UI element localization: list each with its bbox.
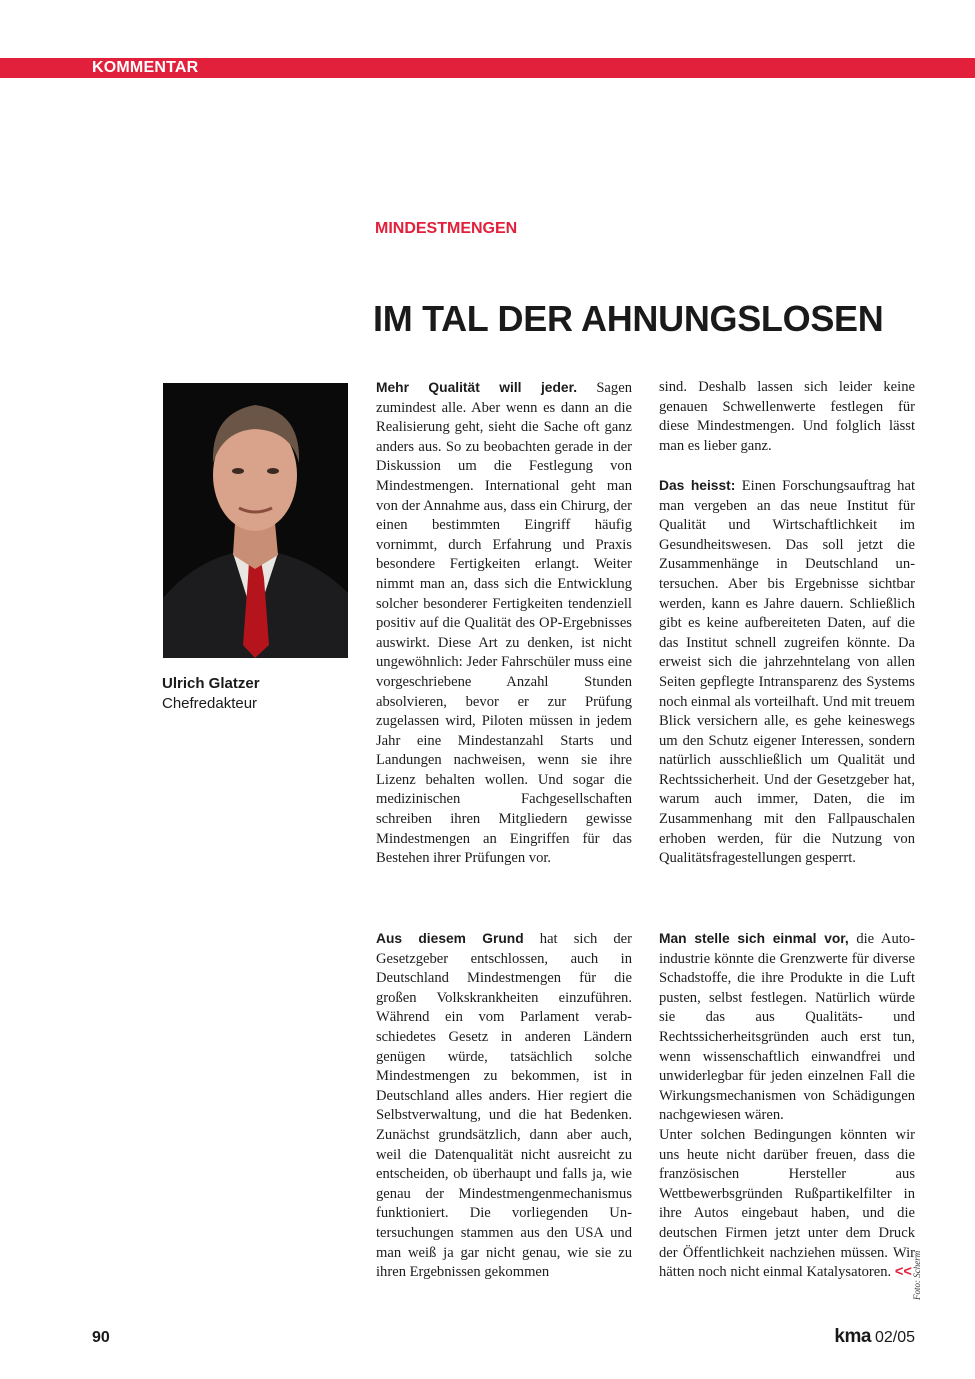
paragraph <box>376 929 632 1283</box>
author-role: Chefredakteur <box>162 695 258 712</box>
paragraph-text: Sagen zumindest alle. Aber wenn es dann an die Realisierung geht, sieht die Sache oft ganz anders aus. So zu beobachten gerade in der Diskussion um die Festlegung von Mindestmengen. International geht man von der Annahme aus, dass ein Chirurg, der einen bestimmten Eingriff häufig vornimmt, durch Erfahrung und Praxis besondere Fertigkeiten erlangt. Weiter nimmt man an, dass sich die Entwicklung solcher besonderer Fertigkeiten tendenziell positiv auf die Qualität des OP-Ergebnisses auswirkt. Diese Art zu denken, ist nicht ungewöhnlich: Jeder Fahrschüler muss eine vorgeschriebene Anzahl Stunden absolvieren, bevor er zur Prüfung zugelassen wird, Piloten müssen in jedem Jahr eine Mindestanzahl Starts und Landungen nachweisen, wenn sie ihre Lizenz behalten wollen. Und sogar die medizinischen Fachgesellschaften schreiben ihren Mitgliedern gewisse Mindestmengen an Eingriffen für das Bestehen ihrer Prüfungen vor. <box>376 380 632 867</box>
section-label: KOMMENTAR <box>92 59 199 76</box>
page-number: 90 <box>92 1329 110 1346</box>
article-kicker: MINDESTMENGEN <box>375 220 518 237</box>
paragraph-lead: Das heisst: <box>659 477 736 493</box>
footer-issue <box>834 1326 915 1348</box>
paragraph-text: Einen Forschungsauftrag hat man vergeben an das neue Institut für Qualität und Wirtschaftlichkeit im Gesundheitswesen. Das soll jetzt die Zusammenhänge in Deutschland untersuchen. Aber bis Ergebnisse sichtbar werden, kann es Jahre dauern. Schließlich gibt es keine aufbereiteten Daten, auf die das Institut schnell zugreifen könnte. Da erweist sich die jahrzehntelang von allen Seiten gepflegte Intransparenz des Systems noch einmal als vorteilhaft. Und mit treuem Blick versichern alle, es gehe keineswegs um den Schutz eigener Interessen, sondern natürlich ausschließlich um Qualität und Rechtssicherheit. Und der Gesetzgeber hat, warum auch immer, Daten, die im Zusammenhang mit den Fallpauschalen erhoben werden, für die Nutzung von Qualitätsfragestellungen gesperrt. <box>659 477 915 867</box>
section-bar <box>0 58 975 78</box>
author-portrait-image <box>163 383 348 658</box>
column-1-top <box>376 378 632 869</box>
author-name: Ulrich Glatzer <box>162 675 260 692</box>
magazine-logo: kma <box>834 1326 871 1347</box>
column-1-bottom <box>376 929 632 1283</box>
column-2-bottom <box>659 929 915 1283</box>
author-info <box>162 674 260 714</box>
paragraph <box>659 378 915 456</box>
paragraph <box>376 378 632 869</box>
paragraph-text: die Autoindustrie könnte die Grenzwerte für diverse Schadstoffe, die ihre Produkte in die Luft pusten, selbst festlegen. Natürlich würde sie das aus Qualitäts- und Rechtssicherheitsgründen auch erst tun, wenn wissenschaftlich einwandfrei und unwiderlegbar für jeden einzelnen Fall die Wirkungsmechanismen von Schädigungen nachgewiesen wären. <box>659 931 915 1124</box>
paragraph-lead: Man stelle sich einmal vor, <box>659 931 849 946</box>
paragraph-text: sind. Deshalb lassen sich leider keine genauen Schwellenwerte festlegen für diese Mindestmengen. Und folglich lässt man es lieber ganz. <box>659 379 915 454</box>
author-photo <box>163 383 348 658</box>
paragraph-text: hat sich der Gesetzgeber entschlossen, auch in Deutschland Mindestmengen für die großen Volkskrankheiten einzuführen. Während ein vom Parlament verabschiedetes Gesetz in anderen Ländern genügen würde, tatsächlich solche Mindestmengen zu bekommen, ist in Deutschland alles anders. Hier regiert die Selbstverwaltung, und die hat Bedenken. Zunächst grundsätzlich, dann aber auch, weil die Datenqualität nicht ausreicht zu entscheiden, ob überhaupt und falls ja, wie genau der Mindestmengenmechanismus funktioniert. Die vorliegenden Untersuchungen stammen aus den USA und man weiß ja gar nicht genau, wie sie zu ihren Ergebnissen gekommen <box>376 931 633 1281</box>
column-2-top <box>659 378 915 869</box>
issue-number: 02/05 <box>874 1329 915 1346</box>
paragraph <box>659 929 915 1126</box>
photo-credit: Foto: Scherm <box>912 1250 922 1300</box>
paragraph-text: Unter solchen Bedingungen könnten wir uns heute nicht darüber freuen, dass die französischen Hersteller aus Wettbewerbsgründen Rußpartikelfilter in ihre Autos eingebaut haben, und die deutschen Firmen jetzt unter dem Druck der Öffentlichkeit nachziehen müssen. Wir hätten noch nicht einmal Katalysatoren. <box>659 1126 915 1281</box>
end-mark: << <box>894 1264 912 1281</box>
paragraph-lead: Aus diesem Grund <box>376 931 524 946</box>
paragraph <box>659 476 915 869</box>
paragraph-lead: Mehr Qualität will jeder. <box>376 380 578 395</box>
article-headline: IM TAL DER AHNUNGSLOSEN <box>373 298 884 339</box>
paragraph <box>659 1126 915 1283</box>
